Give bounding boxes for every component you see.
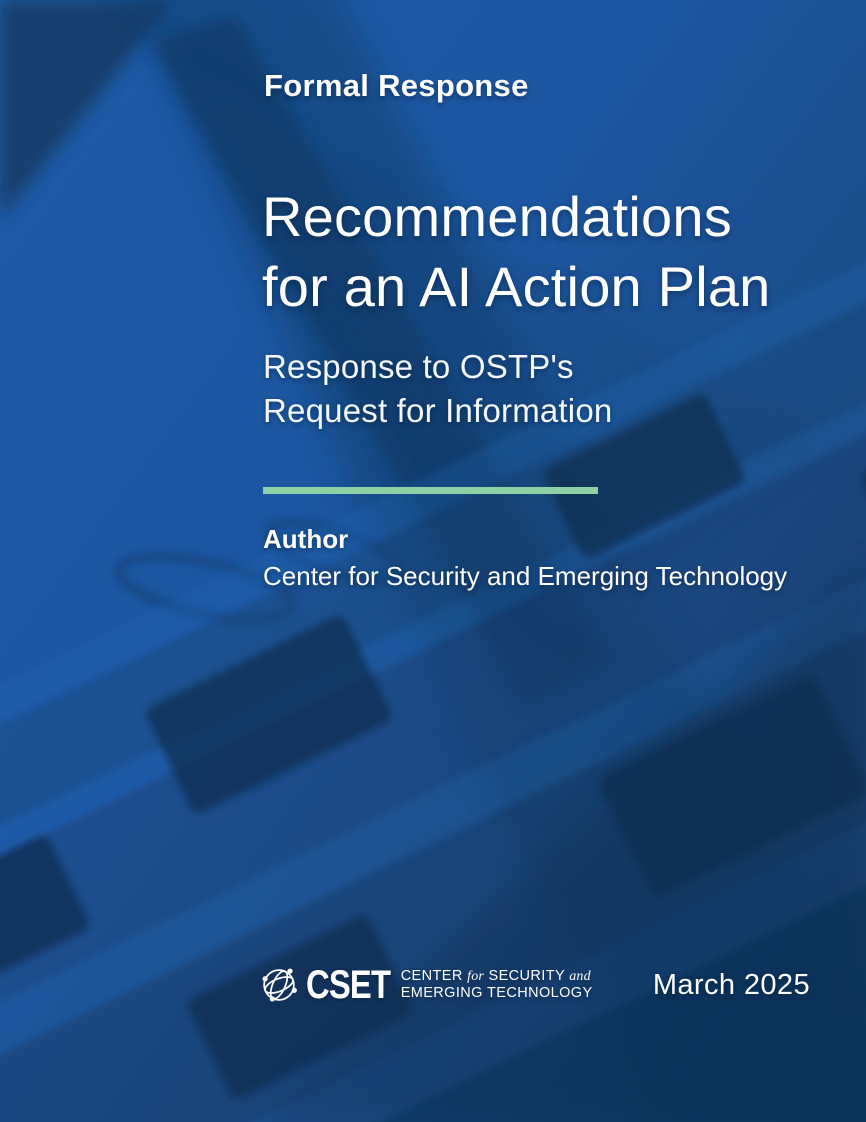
cover-footer: [256, 958, 810, 1012]
report-title-line1: Recommendations: [262, 185, 732, 248]
author-label: Author: [263, 524, 349, 554]
report-title-line2: for an AI Action Plan: [262, 255, 771, 318]
cset-logo: [256, 962, 593, 1008]
cset-logo-wordmark: [401, 968, 593, 1003]
cset-logo-line1: CENTER for SECURITY and: [400, 967, 591, 984]
globe-network-icon: [256, 962, 302, 1008]
publication-date: March 2025: [652, 968, 810, 1001]
accent-divider-line: [263, 487, 598, 494]
cset-logo-acronym: CSET: [306, 963, 391, 1007]
document-type-kicker: Formal Response: [264, 68, 529, 103]
author-block: [263, 521, 787, 595]
author-name: Center for Security and Emerging Technology: [263, 560, 788, 591]
cset-logo-line2: EMERGING TECHNOLOGY: [400, 985, 593, 1002]
report-subtitle: [263, 345, 612, 433]
report-title: [262, 182, 771, 322]
report-subtitle-line1: Response to OSTP's: [263, 348, 574, 385]
report-subtitle-line2: Request for Information: [263, 391, 613, 429]
